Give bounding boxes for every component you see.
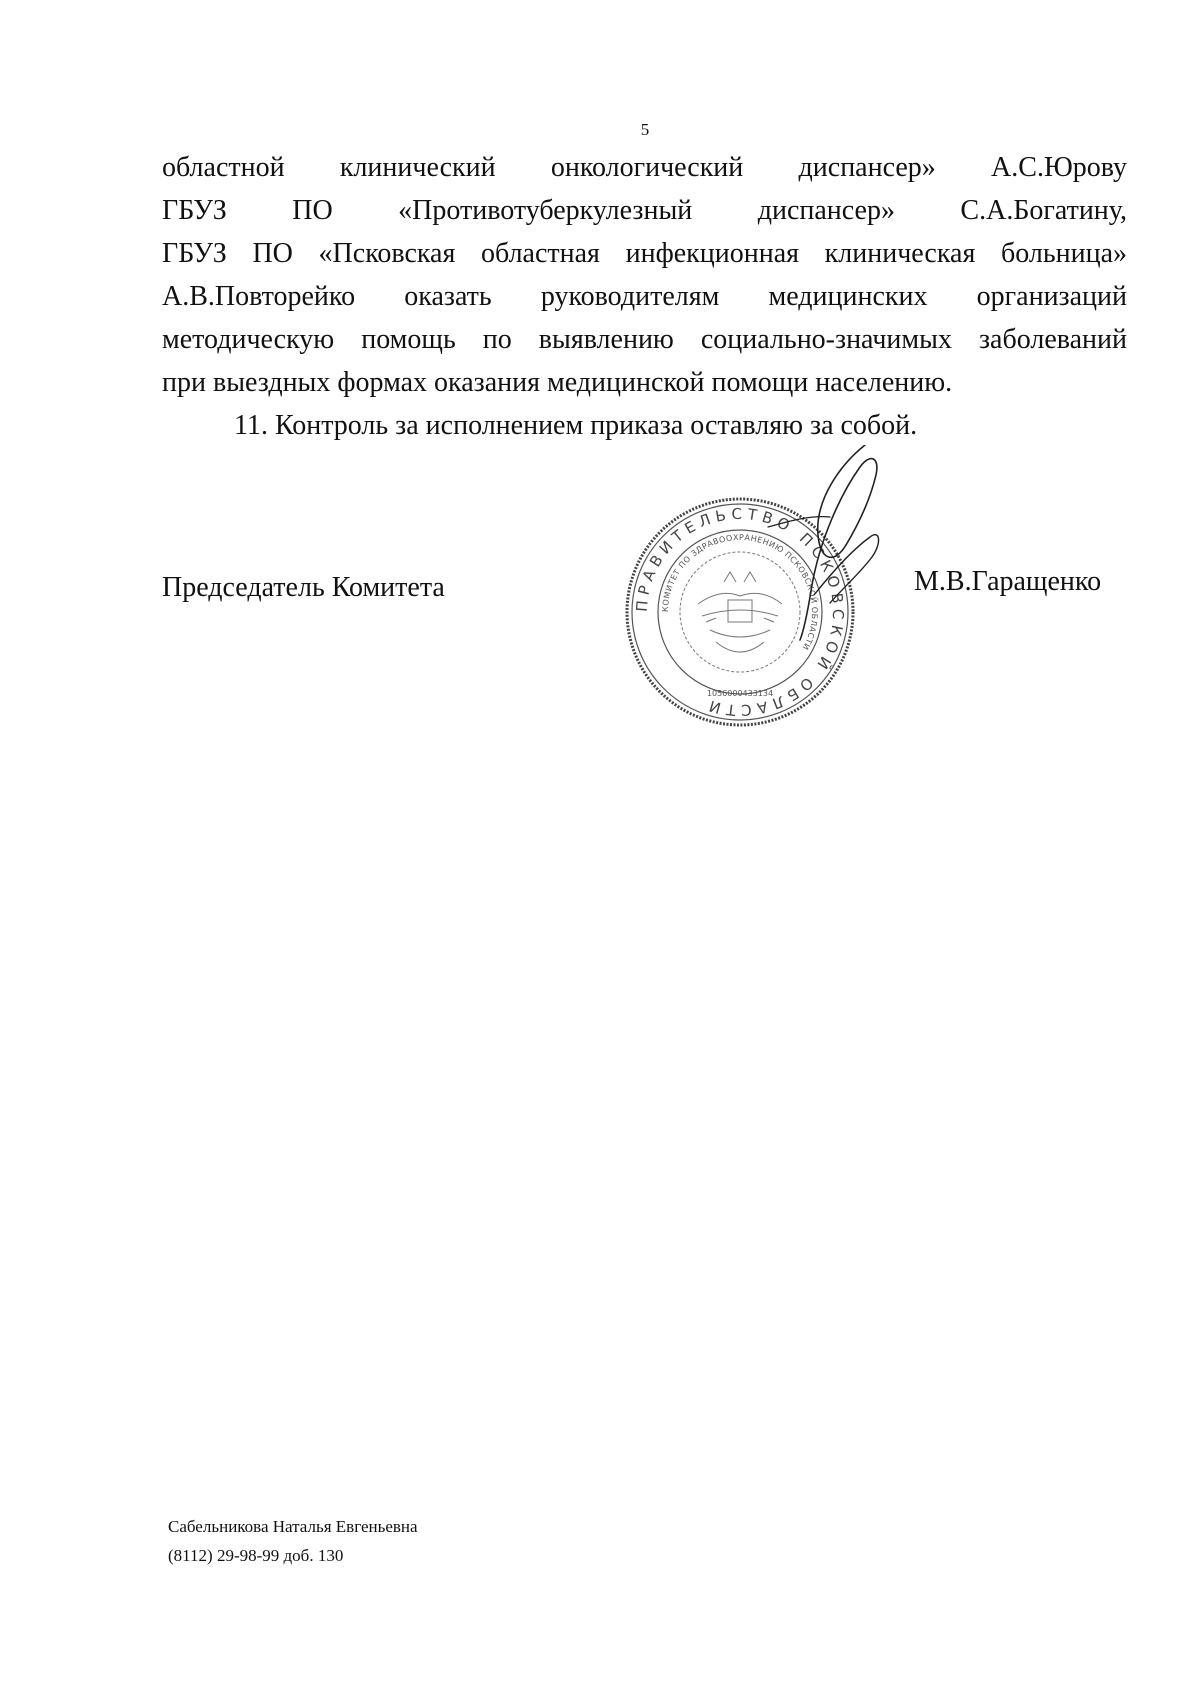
body-line: методическую помощь по выявлению социально-значимых заболеваний bbox=[162, 324, 1127, 355]
executor-info bbox=[168, 1512, 418, 1570]
executor-phone: (8112) 29-98-99 доб. 130 bbox=[168, 1546, 344, 1565]
body-line: А.В.Повторейко оказать руководителям медицинских организаций bbox=[162, 281, 1127, 312]
item-11: 11. Контроль за исполнением приказа оставляю за собой. bbox=[234, 410, 918, 441]
body-line: областной клинический онкологический диспансер» А.С.Юрову bbox=[162, 152, 1127, 183]
stamp-number: 1056000433134 bbox=[706, 689, 774, 698]
executor-name: Сабельникова Наталья Евгеньевна bbox=[168, 1517, 418, 1536]
handwritten-signature bbox=[760, 445, 970, 645]
signatory-title: Председатель Комитета bbox=[162, 572, 445, 603]
stamp-outer-text: ПРАВИТЕЛЬСТВО ПСКОВСКОЙ ОБЛАСТИ bbox=[632, 504, 848, 720]
body-line: ГБУЗ ПО «Противотуберкулезный диспансер» С.А.Богатину, bbox=[162, 195, 1127, 226]
signatory-name: М.В.Гаращенко bbox=[914, 566, 1102, 597]
body-line: при выездных формах оказания медицинской помощи населению. bbox=[162, 367, 953, 398]
document-body bbox=[162, 146, 1127, 447]
body-line: ГБУЗ ПО «Псковская областная инфекционная клиническая больница» bbox=[162, 238, 1127, 269]
stamp-inner-text: КОМИТЕТ ПО ЗДРАВООХРАНЕНИЮ ПСКОВСКОЙ ОБЛАСТИ bbox=[660, 532, 820, 652]
page-number: 5 bbox=[640, 120, 650, 139]
